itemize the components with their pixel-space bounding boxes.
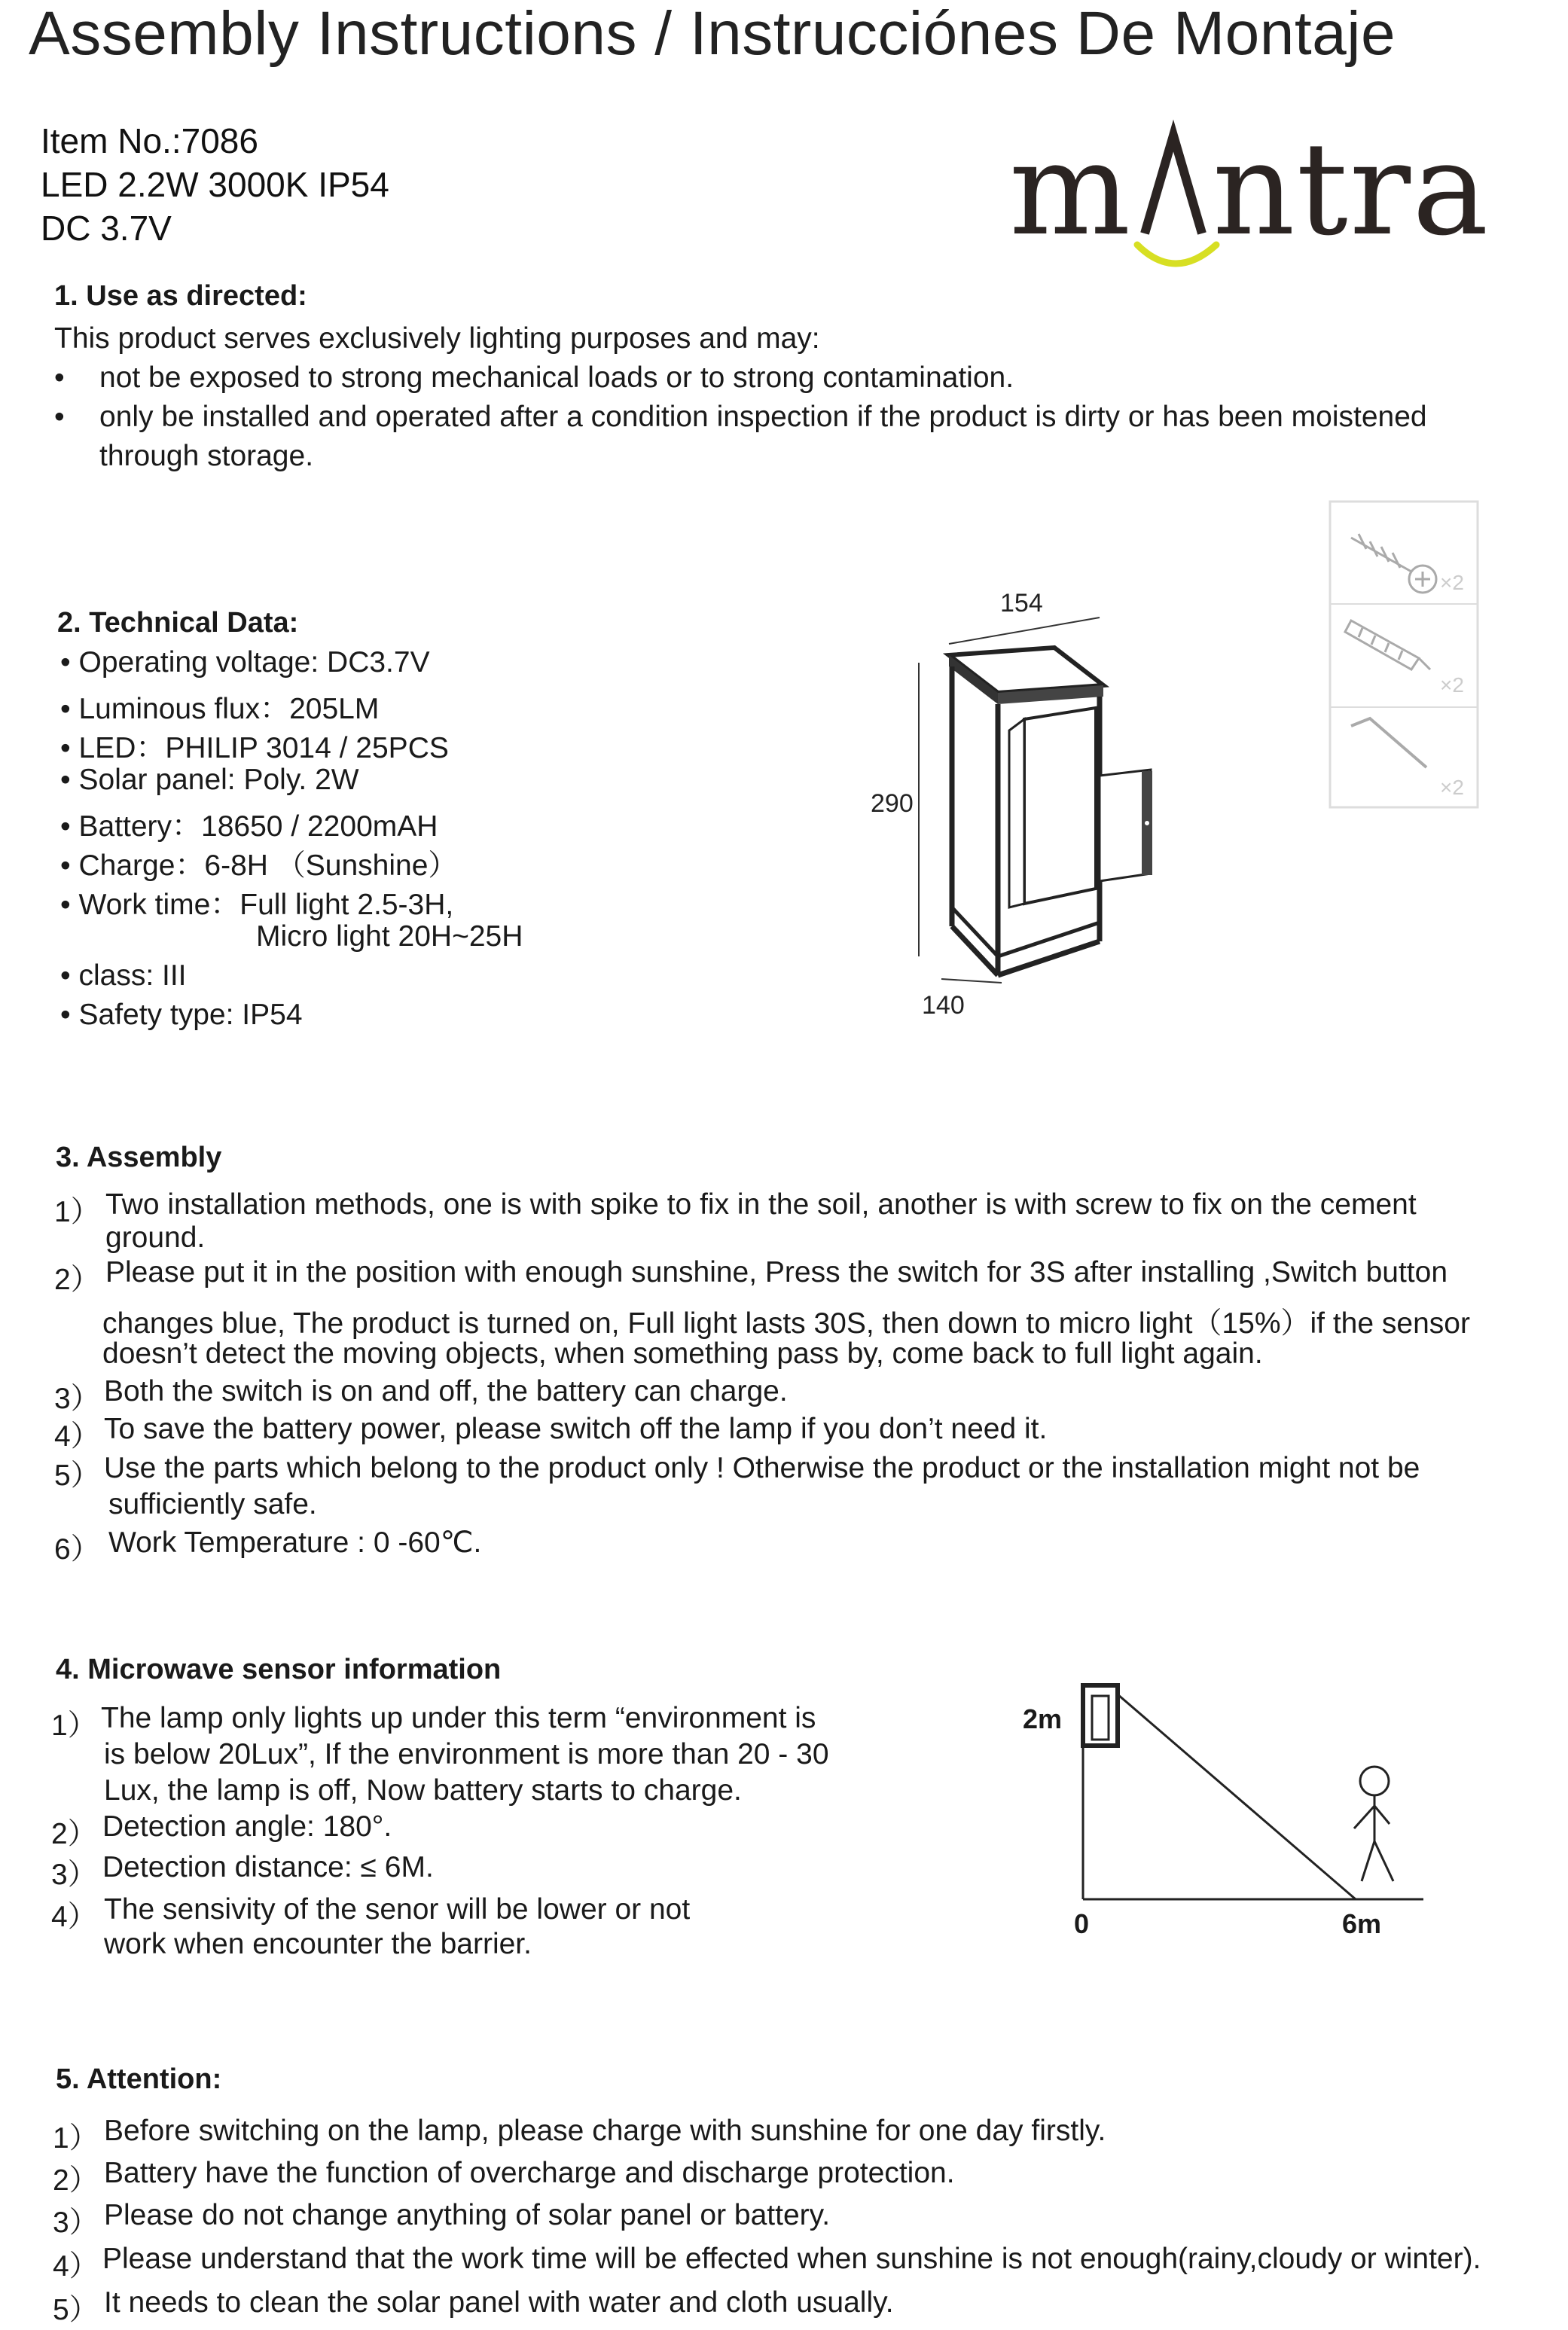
list-number: 1） [54,1196,100,1228]
assembly-step: Two installation methods, one is with spike to fix in the soil, another is with screw to fix on the cement [105,1188,1417,1221]
attention-item: Before switching on the lamp, please charge with sunshine for one day firstly. [104,2115,1106,2147]
assembly-step-cont: sufficiently safe. [108,1488,317,1520]
part-quantity: ×2 [1440,571,1464,594]
section1-bullet2: only be installed and operated after a condition inspection if the product is dirty or has been moistened [99,401,1427,433]
section3-heading: 3. Assembly [56,1142,222,1173]
spec-line: • Safety type: IP54 [60,999,303,1031]
mantra-logo [1009,113,1544,286]
list-number: 1） [51,1709,97,1742]
spec-line: • Charge：6-8H （Sunshine） [60,849,458,882]
sensor-info-cont: is below 20Lux”, If the environment is more than 20 - 30 [104,1738,829,1770]
assembly-step-cont: changes blue, The product is turned on, Full light lasts 30S, then down to micro light（15%）if the sensor [102,1307,1470,1340]
list-number: 3） [54,1383,100,1415]
bullet-dot: • [54,401,65,433]
sensor-info: Detection angle: 180°. [102,1810,392,1843]
spec-line: • Operating voltage: DC3.7V [60,646,430,679]
section1-bullet2-cont: through storage. [99,440,314,472]
list-number: 4） [51,1901,97,1933]
svg-text:m: m [1009,115,1133,264]
sensor-info-cont: work when encounter the barrier. [104,1928,532,1960]
assembly-step: Use the parts which belong to the product only ! Otherwise the product or the installation might not be [104,1452,1420,1484]
spec-line: • LED：PHILIP 3014 / 25PCS [60,732,449,764]
list-number: 6） [54,1533,100,1566]
svg-text:ntra: ntra [1213,115,1490,264]
page-title: Assembly Instructions / Instrucciónes De Montaje [29,0,1396,68]
list-number: 5） [54,1459,100,1492]
assembly-step: Both the switch is on and off, the battery can charge. [104,1375,788,1407]
spec-line: • Battery：18650 / 2200mAH [60,810,438,843]
attention-item: Please understand that the work time will be effected when sunshine is not enough(rainy,cloudy or winter). [102,2243,1481,2275]
attention-item: It needs to clean the solar panel with water and cloth usually. [104,2286,894,2319]
list-number: 3） [53,2206,99,2239]
section1-intro: This product serves exclusively lighting purposes and may: [54,322,820,355]
sensor-info-cont: Lux, the lamp is off, Now battery starts to charge. [104,1774,742,1807]
section5-heading: 5. Attention: [56,2063,222,2095]
attention-item: Battery have the function of overcharge and discharge protection. [104,2157,955,2189]
part-quantity: ×2 [1440,673,1464,697]
section1-bullet1: not be exposed to strong mechanical loads or to strong contamination. [99,361,1014,394]
section1-heading: 1. Use as directed: [54,280,307,312]
dimension-depth: 140 [922,991,965,1020]
spec-line: • Solar panel: Poly. 2W [60,764,359,796]
assembly-step-cont: ground. [105,1221,206,1254]
section2-heading: 2. Technical Data: [57,607,299,639]
dimension-height: 290 [871,789,914,818]
parts-box [1329,500,1479,809]
part-quantity: ×2 [1440,776,1464,799]
spec-line: • class: III [60,959,187,992]
list-number: 4） [54,1420,100,1453]
list-number: 2） [51,1818,97,1850]
list-number: 1） [53,2122,99,2155]
spec-line: • Luminous flux：205LM [60,693,380,725]
assembly-step-cont: doesn’t detect the moving objects, when something pass by, come back to full light again. [102,1337,1263,1370]
sensor-range-diagram [1069,1679,1423,1928]
assembly-step: Please put it in the position with enough sunshine, Press the switch for 3S after installing ,Switch button [105,1256,1448,1289]
sensor-info: The sensivity of the senor will be lower or not [104,1893,691,1926]
list-number: 2） [53,2164,99,2197]
item-spec: LED 2.2W 3000K IP54 [41,165,389,204]
bullet-dot: • [54,361,65,394]
dimension-width: 154 [1000,589,1043,618]
item-number: Item No.:7086 [41,121,258,160]
sensor-origin-label: 0 [1074,1908,1090,1939]
person-icon [1354,1767,1393,1881]
sensor-info: Detection distance: ≤ 6M. [102,1851,434,1883]
sensor-info: The lamp only lights up under this term “environment is [101,1702,816,1734]
assembly-step: Work Temperature : 0 -60℃. [108,1526,482,1559]
spec-line: • Work time：Full light 2.5-3H, [60,889,454,921]
spec-line: Micro light 20H~25H [256,920,523,953]
list-number: 4） [53,2250,99,2283]
sensor-height-label: 2m [1023,1703,1063,1734]
assembly-step: To save the battery power, please switch off the lamp if you don’t need it. [104,1413,1048,1445]
list-number: 3） [51,1859,97,1891]
list-number: 5） [53,2294,99,2326]
list-number: 2） [54,1264,100,1296]
item-voltage: DC 3.7V [41,209,172,248]
section4-heading: 4. Microwave sensor information [56,1654,502,1685]
sensor-distance-label: 6m [1342,1908,1382,1939]
attention-item: Please do not change anything of solar panel or battery. [104,2199,831,2231]
